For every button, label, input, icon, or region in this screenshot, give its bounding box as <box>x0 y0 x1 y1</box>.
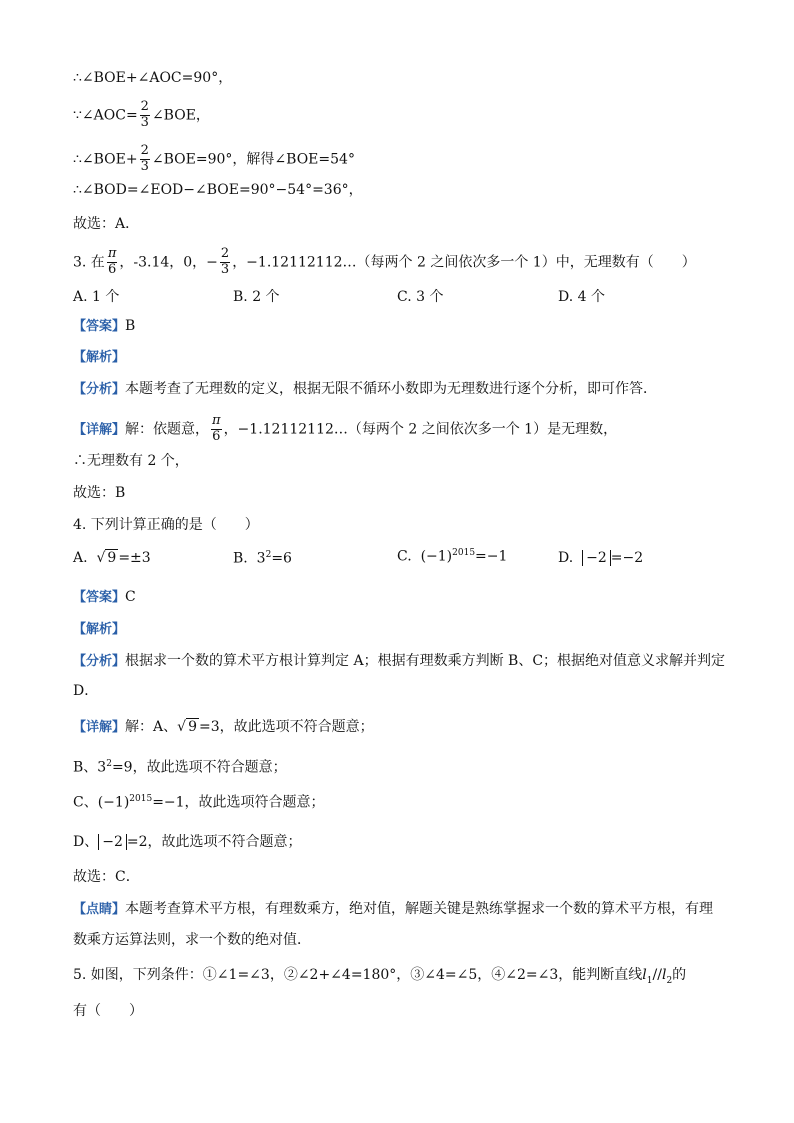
sqrt: √ 9 <box>96 550 117 566</box>
proof-conclusion: 故选：A． <box>73 216 140 232</box>
question-5-stem-cont: 有（ ） <box>73 1003 143 1019</box>
q4-detail-c: C、$(-1)^{2015}=-1$，故此选项符合题意； <box>73 794 325 811</box>
fraction: $\frac{2}{3}$ <box>220 246 230 277</box>
q4-conclusion: 故选：C． <box>73 869 140 885</box>
q4-comment-line-1: 【点睛】本题考查算术平方根，有理数乘方，绝对值，解题关键是熟练掌握求一个数的算术平方根，有理 <box>73 901 714 917</box>
fraction: $\frac{\pi}{6}$ <box>107 246 117 277</box>
q4-detail-a: 【详解】解：A、√ 9 =3，故此选项不符合题意； <box>73 719 374 735</box>
question-5-stem: 5. 如图，下列条件：①∠1=∠3，②∠2+∠4=180°，③∠4=∠5，④∠2=∠3，能判断直线$l_1//l_2$的 <box>73 967 687 986</box>
question-4-stem: 4. 下列计算正确的是（ ） <box>73 517 259 533</box>
q4-option-b: B. $3^2=6$ <box>233 550 292 567</box>
sqrt: √ 9 <box>177 719 197 735</box>
q3-option-a: A. 1 个 <box>73 289 120 305</box>
q3-conclusion: 故选：B <box>73 485 126 501</box>
q4-analysis-line-2: D． <box>73 683 99 699</box>
q3-analysis: 【分析】本题考查了无理数的定义，根据无限不循环小数即为无理数进行逐个分析，即可作答． <box>73 381 658 397</box>
q3-count: ∴无理数有 2 个， <box>73 453 189 469</box>
q4-comment-line-2: 数乘方运算法则，求一个数的绝对值． <box>73 932 311 948</box>
q3-analysis-heading: 【解析】 <box>73 350 126 365</box>
absolute-value: −2 <box>98 834 127 850</box>
q4-answer: 【答案】C <box>73 589 136 605</box>
q3-option-b: B. 2 个 <box>233 289 280 305</box>
q3-option-d: D. 4 个 <box>558 289 605 305</box>
question-3-stem: 3. 在 $\frac{\pi}{6}$ ，-3.14，0，− $\frac{2}{3}$ ，−1.12112112…（每两个 2 之间依次多一个 1）中，无理数有（ ） <box>73 246 696 277</box>
q4-option-a: A. √ 9 =±3 <box>73 550 151 566</box>
fraction: $\frac{\pi}{6}$ <box>212 413 221 444</box>
absolute-value: −2 <box>582 550 611 566</box>
q3-detail: 【详解】解：依题意， $\frac{\pi}{6}$ ，−1.12112112…（每两个 2 之间依次多一个 1）是无理数， <box>73 413 618 444</box>
q4-option-d: D. −2 =−2 <box>558 550 644 566</box>
q4-detail-b: B、$3^2=9$，故此选项不符合题意； <box>73 759 287 776</box>
proof-line-2: ∵∠AOC= $\frac{2}{3}$ ∠BOE， <box>73 99 210 130</box>
proof-line-4: ∴∠BOD=∠EOD−∠BOE=90°−54°=36°， <box>73 182 363 198</box>
q4-option-c: C. $(-1)^{2015}=-1$ <box>397 548 508 565</box>
q4-analysis-heading: 【解析】 <box>73 622 126 637</box>
q3-option-c: C. 3 个 <box>397 289 444 305</box>
q4-analysis-line-1: 【分析】根据求一个数的算术平方根计算判定 A；根据有理数乘方判断 B、C；根据绝对值意义求解并判定 <box>73 653 726 669</box>
q3-answer: 【答案】B <box>73 318 136 334</box>
q4-detail-d: D、 −2 =2，故此选项不符合题意； <box>73 834 302 850</box>
proof-line-1: ∴∠BOE+∠AOC=90°， <box>73 70 233 86</box>
fraction: $\frac{2}{3}$ <box>140 99 149 130</box>
fraction: $\frac{2}{3}$ <box>140 143 149 174</box>
proof-line-3: ∴∠BOE+ $\frac{2}{3}$ ∠BOE=90°，解得∠BOE=54° <box>73 143 355 174</box>
